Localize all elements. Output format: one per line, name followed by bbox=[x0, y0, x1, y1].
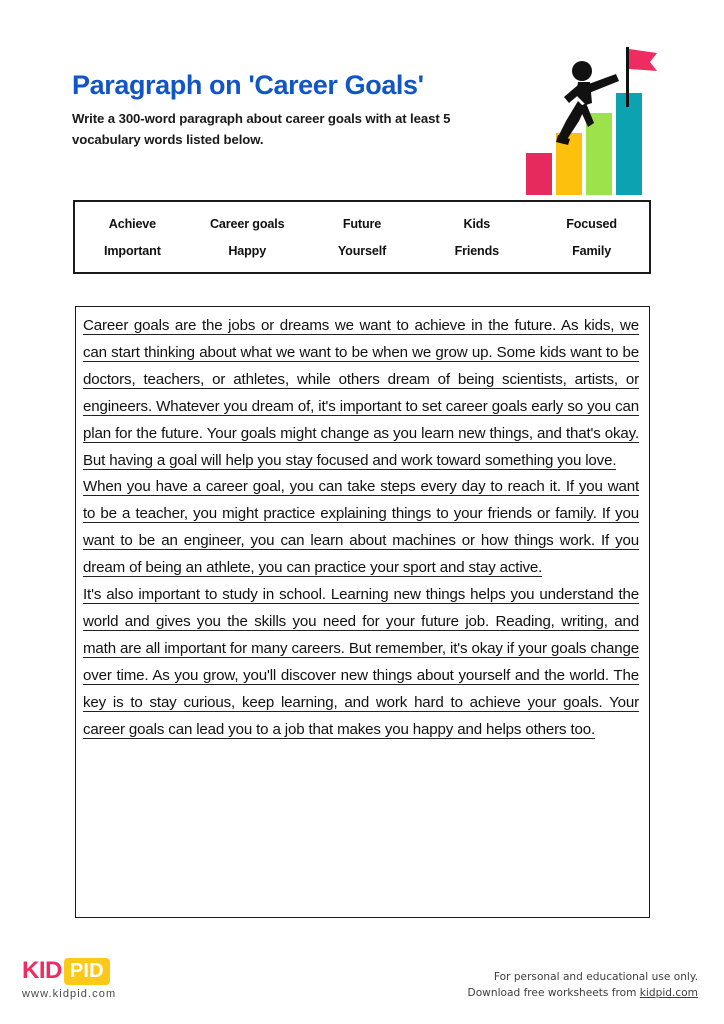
credit-line-2 bbox=[468, 985, 698, 1001]
vocabulary-word: Important bbox=[104, 243, 161, 258]
credit-prefix: Download free worksheets from bbox=[467, 987, 640, 1000]
vocabulary-row-1 bbox=[75, 217, 649, 231]
essay-paragraph-text: Career goals are the jobs or dreams we want to achieve in the future. As kids, we can start thinking about what we want to be when we grow up. Some kids want to be doctors, teachers, or athletes, while others dream of being scientists, artists, or engineers. Whatever you dream of, it's important to set career goals early so you can plan for the future. Your goals might change as you learn new things, and that's okay. But having a goal will help you stay focused and work toward something you love. bbox=[83, 317, 639, 469]
footer-credit bbox=[468, 969, 698, 1002]
logo-text-pid: PID bbox=[64, 958, 110, 985]
vocabulary-word: Future bbox=[342, 216, 382, 231]
vocabulary-word: Achieve bbox=[108, 216, 157, 231]
essay-text bbox=[83, 313, 639, 744]
essay-paragraph bbox=[83, 582, 639, 743]
page-title: Paragraph on 'Career Goals' bbox=[72, 70, 424, 100]
kidpid-link[interactable]: kidpid.com bbox=[639, 987, 698, 1000]
instructions-text: Write a 300-word paragraph about career goals with at least 5 vocabulary words listed below. bbox=[72, 111, 451, 147]
kidpid-logo[interactable] bbox=[22, 958, 202, 1000]
essay-paragraph-text: When you have a career goal, you can take steps every day to reach it. If you want to be a teacher, you might practice explaining things to your friends or family. If you want to be an engineer, you can learn about machines or how things work. If you dream of being an athlete, you can practice your sport and stay active. bbox=[83, 478, 639, 577]
vocabulary-word: Yourself bbox=[337, 243, 387, 258]
career-growth-illustration bbox=[520, 45, 660, 195]
vocabulary-row-2 bbox=[75, 244, 649, 258]
vocabulary-word: Focused bbox=[566, 216, 617, 231]
essay-paragraph bbox=[83, 313, 639, 474]
bar-pink-icon bbox=[526, 153, 552, 195]
logo-website-url: www.kidpid.com bbox=[22, 988, 117, 1000]
essay-paragraph bbox=[83, 474, 639, 582]
vocabulary-word: Happy bbox=[228, 243, 267, 258]
flag-icon bbox=[629, 49, 657, 71]
essay-paragraph-text: It's also important to study in school. Learning new things helps you understand the world and gives you the skills you need for your future job. Reading, writing, and math are all important for many careers. But remember, it's okay if your goals change over time. As you grow, you'll discover new things about yourself and the world. The key is to stay curious, keep learning, and work hard to achieve your goals. Your career goals can lead you to a job that makes you happy and helps others too. bbox=[83, 586, 639, 738]
flag-pole-icon bbox=[626, 47, 629, 107]
vocabulary-word: Kids bbox=[463, 216, 491, 231]
vocabulary-word-bank bbox=[73, 200, 651, 274]
logo-mark bbox=[22, 958, 202, 984]
vocabulary-word: Friends bbox=[454, 243, 499, 258]
bar-teal-icon bbox=[616, 93, 642, 195]
credit-line-1: For personal and educational use only. bbox=[493, 971, 698, 983]
essay-writing-area[interactable] bbox=[75, 306, 650, 918]
logo-text-kid: KID bbox=[22, 957, 62, 984]
vocabulary-word: Career goals bbox=[209, 216, 285, 231]
vocabulary-word: Family bbox=[572, 243, 612, 258]
